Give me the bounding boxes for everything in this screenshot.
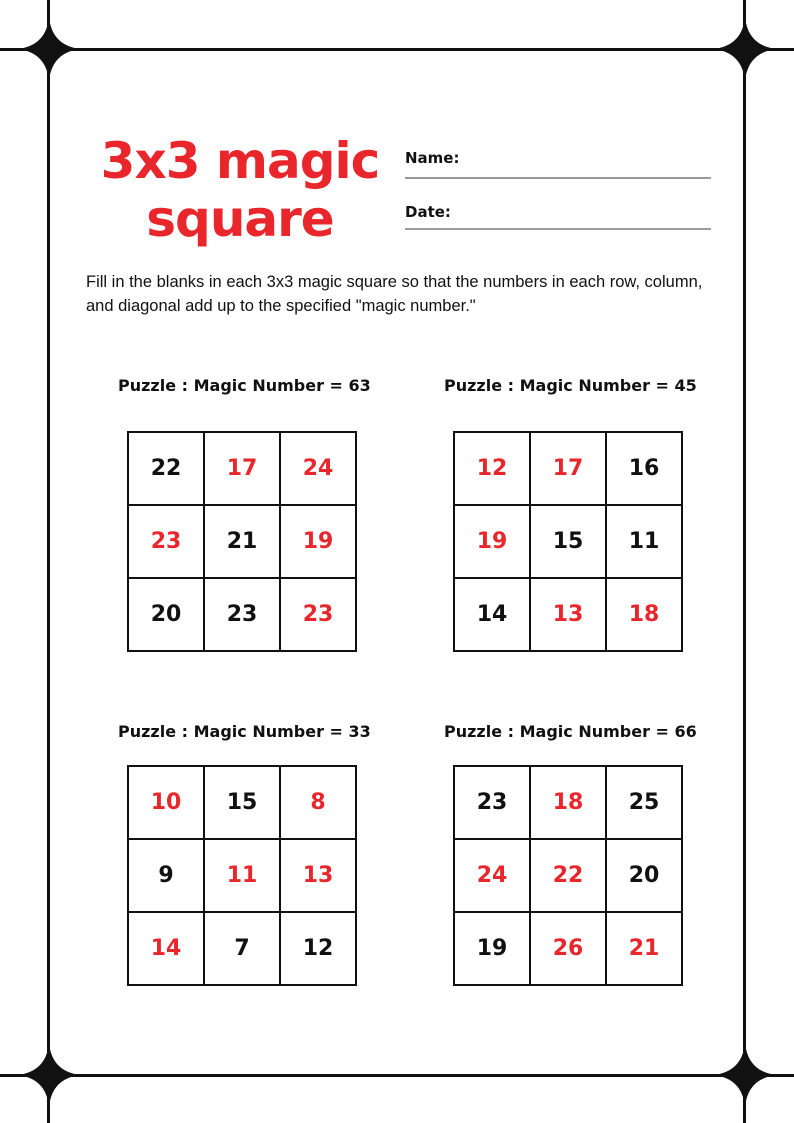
given-cell: 20	[128, 578, 204, 651]
given-cell: 22	[128, 432, 204, 505]
given-cell: 12	[280, 912, 356, 985]
answer-cell[interactable]: 12	[454, 432, 530, 505]
grid-row	[128, 839, 356, 912]
answer-cell[interactable]: 19	[454, 505, 530, 578]
corner-star-icon	[713, 1043, 777, 1107]
given-cell: 25	[606, 766, 682, 839]
grid-row	[128, 912, 356, 985]
answer-cell[interactable]: 10	[128, 766, 204, 839]
page-title-line-1: 3x3 magic	[100, 132, 380, 190]
answer-cell[interactable]: 23	[280, 578, 356, 651]
grid-row	[128, 505, 356, 578]
magic-square-grid	[127, 431, 357, 652]
grid-row	[128, 432, 356, 505]
given-cell: 15	[530, 505, 606, 578]
grid-row	[454, 505, 682, 578]
puzzle-label: Puzzle : Magic Number = 63	[118, 376, 371, 395]
answer-cell[interactable]: 18	[606, 578, 682, 651]
answer-cell[interactable]: 18	[530, 766, 606, 839]
grid-row	[454, 578, 682, 651]
instructions-text: Fill in the blanks in each 3x3 magic square so that the numbers in each row, column, and diagonal add up to the specified "magic number."	[86, 273, 703, 315]
corner-star-icon	[713, 17, 777, 81]
magic-square-grid	[127, 765, 357, 986]
puzzle-label: Puzzle : Magic Number = 33	[118, 722, 371, 741]
answer-cell[interactable]: 17	[204, 432, 280, 505]
given-cell: 14	[454, 578, 530, 651]
page-title-line-2: square	[146, 190, 334, 248]
grid-row	[454, 839, 682, 912]
given-cell: 11	[606, 505, 682, 578]
answer-cell[interactable]: 19	[280, 505, 356, 578]
given-cell: 23	[204, 578, 280, 651]
date-label: Date:	[405, 203, 451, 221]
corner-star-icon	[17, 17, 81, 81]
puzzle-label: Puzzle : Magic Number = 45	[444, 376, 697, 395]
grid-row	[128, 578, 356, 651]
answer-cell[interactable]: 17	[530, 432, 606, 505]
grid-row	[454, 432, 682, 505]
puzzle-label: Puzzle : Magic Number = 66	[444, 722, 697, 741]
given-cell: 16	[606, 432, 682, 505]
magic-square-grid	[453, 765, 683, 986]
grid-row	[128, 766, 356, 839]
answer-cell[interactable]: 13	[530, 578, 606, 651]
date-line[interactable]	[405, 228, 711, 230]
magic-square-grid	[453, 431, 683, 652]
given-cell: 15	[204, 766, 280, 839]
given-cell: 9	[128, 839, 204, 912]
answer-cell[interactable]: 14	[128, 912, 204, 985]
frame-right-line	[743, 0, 746, 1123]
answer-cell[interactable]: 24	[454, 839, 530, 912]
answer-cell[interactable]: 11	[204, 839, 280, 912]
grid-row	[454, 766, 682, 839]
given-cell: 19	[454, 912, 530, 985]
given-cell: 7	[204, 912, 280, 985]
answer-cell[interactable]: 22	[530, 839, 606, 912]
name-line[interactable]	[405, 177, 711, 179]
answer-cell[interactable]: 26	[530, 912, 606, 985]
answer-cell[interactable]: 8	[280, 766, 356, 839]
given-cell: 21	[204, 505, 280, 578]
name-label: Name:	[405, 149, 460, 167]
corner-star-icon	[17, 1043, 81, 1107]
frame-top-line	[0, 48, 794, 51]
frame-bottom-line	[0, 1074, 794, 1077]
page-title	[100, 132, 380, 248]
frame-left-line	[47, 0, 50, 1123]
answer-cell[interactable]: 21	[606, 912, 682, 985]
answer-cell[interactable]: 23	[128, 505, 204, 578]
answer-cell[interactable]: 13	[280, 839, 356, 912]
given-cell: 20	[606, 839, 682, 912]
answer-cell[interactable]: 24	[280, 432, 356, 505]
grid-row	[454, 912, 682, 985]
given-cell: 23	[454, 766, 530, 839]
